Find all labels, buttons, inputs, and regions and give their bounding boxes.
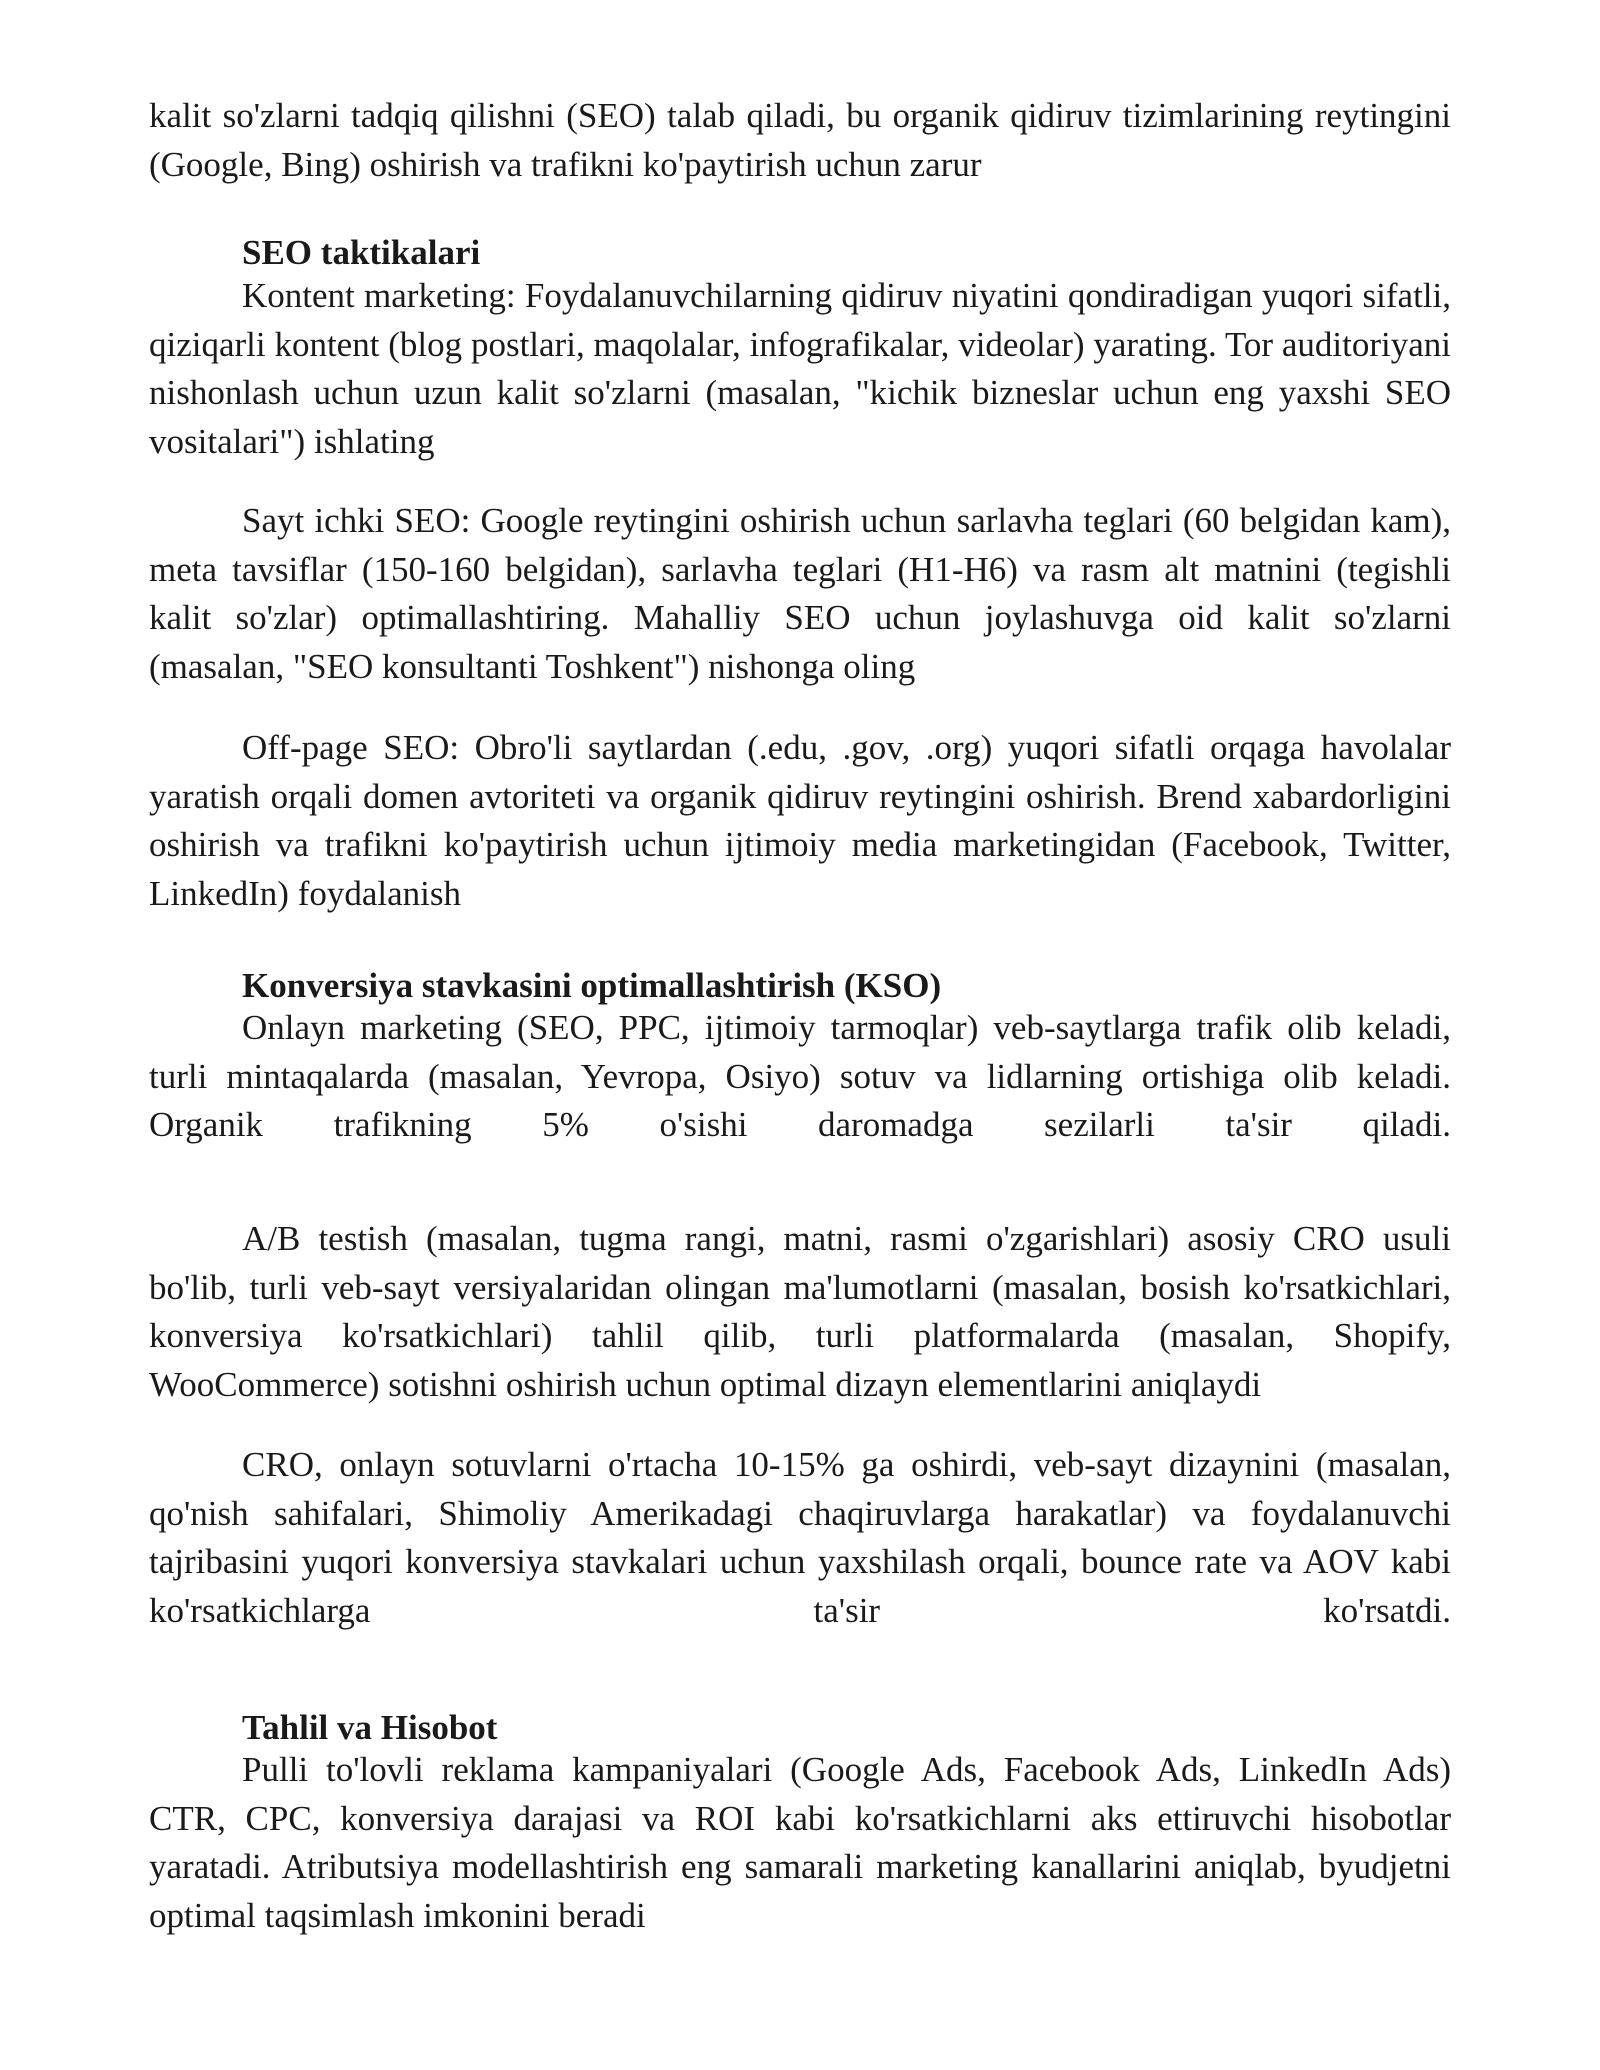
analysis-paragraph-block <box>149 1746 1451 1940</box>
seo-paragraph: Kontent marketing: Foydalanuvchilarning qidiruv niyatini qondiradigan yuqori sifatli, qiziqarli kontent (blog postlari, maqolalar, infografikalar, videolar) yarating. Tor auditoriyani nishonlash uchun uzun kalit so'zlarni (masalan, "kichik bizneslar uchun eng yaxshi SEO vositalari") ishlating <box>149 276 1451 461</box>
analysis-paragraph: Pulli to'lovli reklama kampaniyalari (Google Ads, Facebook Ads, LinkedIn Ads) CTR, CPC, konversiya darajasi va ROI kabi ko'rsatkichlarni aks ettiruvchi hisobotlar yaratadi. Atributsiya modellashtirish eng samarali marketing kanallarini aniqlab, byudjetni optimal taqsimlash imkonini beradi <box>149 1750 1451 1935</box>
kso-paragraph: A/B testish (masalan, tugma rangi, matni, rasmi o'zgarishlari) asosiy CRO usuli bo'lib, turli veb-sayt versiyalaridan olingan ma'lumotlarni (masalan, bosish ko'rsatkichlari, konversiya ko'rsatkichlari) tahlil qilib, turli platformalarda (masalan, Shopify, WooCommerce) sotishni oshirish uchun optimal dizayn elementlarini aniqlaydi <box>149 1219 1451 1404</box>
kso-section-heading: Konversiya stavkasini optimallashtirish (KSO) <box>242 966 942 1005</box>
seo-paragraph-3-block <box>149 724 1451 918</box>
seo-paragraph-1-block <box>149 272 1451 466</box>
kso-paragraph: CRO, onlayn sotuvlarni o'rtacha 10-15% ga oshirdi, veb-sayt dizaynini (masalan, qo'nish sahifalari, Shimoliy Amerikadagi chaqiruvlarga harakatlar) va foydalanuvchi tajribasini yuqori konversiya stavkalari uchun yaxshilash orqali, bounce rate va AOV kabi ko'rsatkichlarga ta'sir ko'rsatdi. <box>149 1445 1451 1630</box>
seo-paragraph: Off-page SEO: Obro'li saytlardan (.edu, .gov, .org) yuqori sifatli orqaga havolalar yaratish orqali domen avtoriteti va organik qidiruv reytingini oshirish. Brend xabardorligini oshirish va trafikni ko'paytirish uchun ijtimoiy media marketingidan (Facebook, Twitter, LinkedIn) foydalanish <box>149 728 1451 913</box>
seo-paragraph-2-block <box>149 497 1451 691</box>
kso-paragraph: Onlayn marketing (SEO, PPC, ijtimoiy tarmoqlar) veb-saytlarga trafik olib keladi, turli mintaqalarda (masalan, Yevropa, Osiyo) sotuv va lidlarning ortishiga olib keladi. Organik trafikning 5% o'sishi daromadga sezilarli ta'sir qiladi. <box>149 1008 1451 1144</box>
seo-paragraph: Sayt ichki SEO: Google reytingini oshirish uchun sarlavha teglari (60 belgidan kam), meta tavsiflar (150-160 belgidan), sarlavha teglari (H1-H6) va rasm alt matnini (tegishli kalit so'zlar) optimallashtiring. Mahalliy SEO uchun joylashuvga oid kalit so'zlarni (masalan, "SEO konsultanti Toshkent") nishonga oling <box>149 501 1451 686</box>
intro-paragraph-block <box>149 92 1451 189</box>
kso-paragraph-1-block <box>149 1004 1451 1150</box>
seo-section-heading: SEO taktikalari <box>242 233 481 272</box>
kso-paragraph-2-block <box>149 1215 1451 1409</box>
kso-paragraph-3-block <box>149 1441 1451 1635</box>
intro-paragraph: kalit so'zlarni tadqiq qilishni (SEO) talab qiladi, bu organik qidiruv tizimlarining reytingini (Google, Bing) oshirish va trafikni ko'paytirish uchun zarur <box>149 96 1451 184</box>
analysis-section-heading: Tahlil va Hisobot <box>242 1708 498 1747</box>
